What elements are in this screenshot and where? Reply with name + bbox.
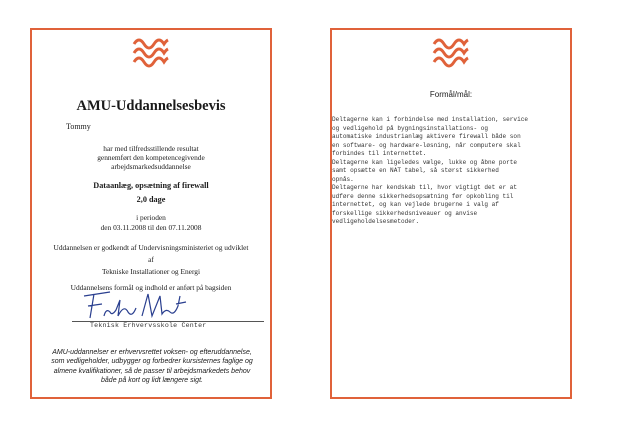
purpose-line: automatiske industrianlæg aktivere firewall både son — [332, 133, 521, 140]
period-label: i perioden — [136, 213, 166, 222]
certificate-front-page — [30, 28, 272, 399]
purpose-line: og vedligehold på bygningsinstallations- og — [332, 124, 489, 132]
signature-icon — [80, 282, 190, 322]
purpose-line: udføre denne sikkerhedsopsætning før opkobling til — [332, 192, 514, 200]
certificate-back-page — [330, 28, 572, 399]
certificate-title: AMU-Uddannelsesbevis — [76, 98, 226, 114]
course-duration: 2,0 dage — [136, 195, 166, 204]
school-name: Teknisk Erhvervsskole Center — [90, 322, 207, 329]
footer-text — [38, 348, 266, 386]
developer-name: Tekniske Installationer og Energi — [101, 267, 201, 276]
approval-of: af — [148, 255, 154, 264]
recipient-name: Tommy — [66, 122, 91, 131]
wave-logo-icon — [432, 34, 470, 76]
intro-line-3: arbejdsmarkedsuddannelse — [111, 162, 191, 171]
purpose-line: internettet, og kan vejlede brugerne i valg af — [332, 201, 499, 208]
purpose-line: Deltagerne kan i forbindelse med installation, service — [332, 116, 528, 123]
purpose-body — [332, 116, 566, 227]
purpose-line: forskellige sikkerhedsniveauer og anvise — [332, 209, 478, 217]
footer-line: AMU-uddannelser er erhvervsrettet voksen- og efteruddannelse, — [52, 349, 252, 356]
purpose-line: forbindes til internettet. — [332, 150, 427, 157]
course-name: Dataanlæg, opsætning af firewall — [93, 181, 209, 190]
intro-line-2: gennemført den kompetencegivende — [97, 153, 205, 162]
purpose-line: Deltagerne kan ligeledes vælge, lukke og åbne porte — [332, 158, 518, 166]
approval-line: Uddannelsen er godkendt af Undervisningsministeriet og udviklet — [53, 243, 249, 252]
footer-line: både på kort og lidt længere sigt. — [101, 377, 203, 385]
purpose-line: vedligeholdelsesmetoder. — [332, 218, 420, 225]
period-dates: den 03.11.2008 til den 07.11.2008 — [100, 223, 202, 232]
back-note: Uddannelsens formål og indhold er anført på bagsiden — [70, 283, 232, 292]
purpose-line: samt opsætte en NAT tabel, så størst sikkerhed — [332, 167, 499, 174]
footer-line: som vedligeholder, udbygger og forbedrer kursisternes faglige og — [51, 358, 253, 366]
purpose-line: opnås. — [332, 175, 354, 183]
footer-line: almene kvalifikationer, så de passer til arbejdsmarkedets behov — [53, 367, 251, 375]
purpose-line: en software- og hardware-løsning, når computere skal — [332, 141, 521, 149]
purpose-heading: Formål/mål: — [429, 90, 473, 99]
intro-line-1: har med tilfredsstillende resultat — [103, 144, 199, 153]
purpose-line: Deltagerne har kendskab til, hvor vigtigt det er at — [332, 184, 518, 191]
wave-logo-icon — [132, 34, 170, 76]
